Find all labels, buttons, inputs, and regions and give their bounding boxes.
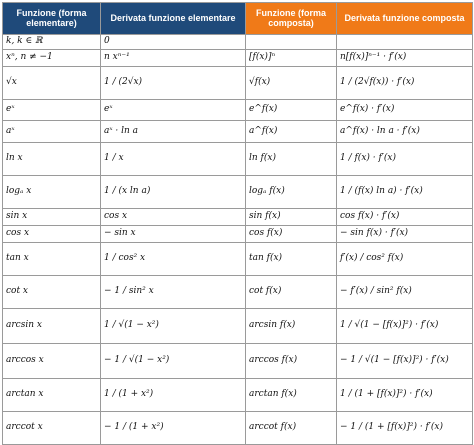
table-header	[3, 3, 473, 35]
composite-derivative-cell: 1 / (1 + [f(x)]²) · f′(x)	[337, 379, 473, 412]
table-row	[3, 379, 473, 412]
table-row	[3, 121, 473, 143]
header-composite-function: Funzione (forma composta)	[246, 3, 337, 35]
composite-function-cell: arctan f(x)	[246, 379, 337, 412]
elementary-function-cell: √x	[3, 67, 101, 100]
composite-function-cell: arcsin f(x)	[246, 309, 337, 344]
composite-derivative-cell: cos f(x) · f′(x)	[337, 209, 473, 226]
composite-function-cell: tan f(x)	[246, 243, 337, 276]
header-elementary-function: Funzione (forma elementare)	[3, 3, 101, 35]
elementary-derivative-cell: − 1 / (1 + x²)	[101, 412, 246, 445]
derivatives-table-container	[2, 2, 472, 433]
elementary-function-cell: logₐ x	[3, 176, 101, 209]
elementary-function-cell: sin x	[3, 209, 101, 226]
composite-derivative-cell: f′(x) / cos² f(x)	[337, 243, 473, 276]
elementary-derivative-cell: 1 / √(1 − x²)	[101, 309, 246, 344]
composite-function-cell: [f(x)]ⁿ	[246, 50, 337, 67]
table-row	[3, 309, 473, 344]
table-row	[3, 276, 473, 309]
elementary-derivative-cell: 1 / x	[101, 143, 246, 176]
header-elementary-derivative: Derivata funzione elementare	[101, 3, 246, 35]
composite-function-cell	[246, 35, 337, 50]
composite-derivative-cell: n[f(x)]ⁿ⁻¹ · f′(x)	[337, 50, 473, 67]
elementary-function-cell: arctan x	[3, 379, 101, 412]
derivatives-table	[2, 2, 473, 445]
composite-derivative-cell: 1 / (2√f(x)) · f′(x)	[337, 67, 473, 100]
elementary-function-cell: k, k ∈ ℝ	[3, 35, 101, 50]
composite-derivative-cell: e^f(x) · f′(x)	[337, 100, 473, 121]
composite-derivative-cell: a^f(x) · ln a · f′(x)	[337, 121, 473, 143]
composite-derivative-cell: − sin f(x) · f′(x)	[337, 226, 473, 243]
elementary-function-cell: aˣ	[3, 121, 101, 143]
elementary-derivative-cell: n xⁿ⁻¹	[101, 50, 246, 67]
elementary-derivative-cell: − 1 / sin² x	[101, 276, 246, 309]
composite-derivative-cell: 1 / √(1 − [f(x)]²) · f′(x)	[337, 309, 473, 344]
elementary-function-cell: ln x	[3, 143, 101, 176]
elementary-derivative-cell: 1 / (x ln a)	[101, 176, 246, 209]
header-composite-derivative: Derivata funzione composta	[337, 3, 473, 35]
composite-derivative-cell: 1 / (f(x) ln a) · f′(x)	[337, 176, 473, 209]
composite-function-cell: cos f(x)	[246, 226, 337, 243]
elementary-derivative-cell: − sin x	[101, 226, 246, 243]
elementary-derivative-cell: 1 / cos² x	[101, 243, 246, 276]
composite-function-cell: logₐ f(x)	[246, 176, 337, 209]
elementary-function-cell: cos x	[3, 226, 101, 243]
table-body	[3, 35, 473, 445]
composite-derivative-cell: − 1 / (1 + [f(x)]²) · f′(x)	[337, 412, 473, 445]
composite-function-cell: e^f(x)	[246, 100, 337, 121]
composite-function-cell: cot f(x)	[246, 276, 337, 309]
composite-function-cell: arccos f(x)	[246, 344, 337, 379]
composite-function-cell: √f(x)	[246, 67, 337, 100]
elementary-derivative-cell: − 1 / √(1 − x²)	[101, 344, 246, 379]
table-row	[3, 100, 473, 121]
elementary-function-cell: eˣ	[3, 100, 101, 121]
composite-derivative-cell: − f′(x) / sin² f(x)	[337, 276, 473, 309]
elementary-derivative-cell: 1 / (1 + x²)	[101, 379, 246, 412]
elementary-derivative-cell: cos x	[101, 209, 246, 226]
composite-function-cell: a^f(x)	[246, 121, 337, 143]
elementary-function-cell: cot x	[3, 276, 101, 309]
elementary-function-cell: xⁿ, n ≠ −1	[3, 50, 101, 67]
table-row	[3, 209, 473, 226]
composite-function-cell: arccot f(x)	[246, 412, 337, 445]
header-row	[3, 3, 473, 35]
elementary-derivative-cell: 0	[101, 35, 246, 50]
elementary-derivative-cell: eˣ	[101, 100, 246, 121]
table-row	[3, 344, 473, 379]
table-row	[3, 35, 473, 50]
elementary-function-cell: arccos x	[3, 344, 101, 379]
composite-derivative-cell: 1 / f(x) · f′(x)	[337, 143, 473, 176]
table-row	[3, 143, 473, 176]
table-row	[3, 412, 473, 445]
composite-derivative-cell: − 1 / √(1 − [f(x)]²) · f′(x)	[337, 344, 473, 379]
elementary-derivative-cell: 1 / (2√x)	[101, 67, 246, 100]
elementary-derivative-cell: aˣ · ln a	[101, 121, 246, 143]
table-row	[3, 67, 473, 100]
table-row	[3, 50, 473, 67]
elementary-function-cell: tan x	[3, 243, 101, 276]
table-row	[3, 226, 473, 243]
elementary-function-cell: arcsin x	[3, 309, 101, 344]
elementary-function-cell: arccot x	[3, 412, 101, 445]
composite-function-cell: sin f(x)	[246, 209, 337, 226]
composite-derivative-cell	[337, 35, 473, 50]
table-row	[3, 243, 473, 276]
composite-function-cell: ln f(x)	[246, 143, 337, 176]
table-row	[3, 176, 473, 209]
